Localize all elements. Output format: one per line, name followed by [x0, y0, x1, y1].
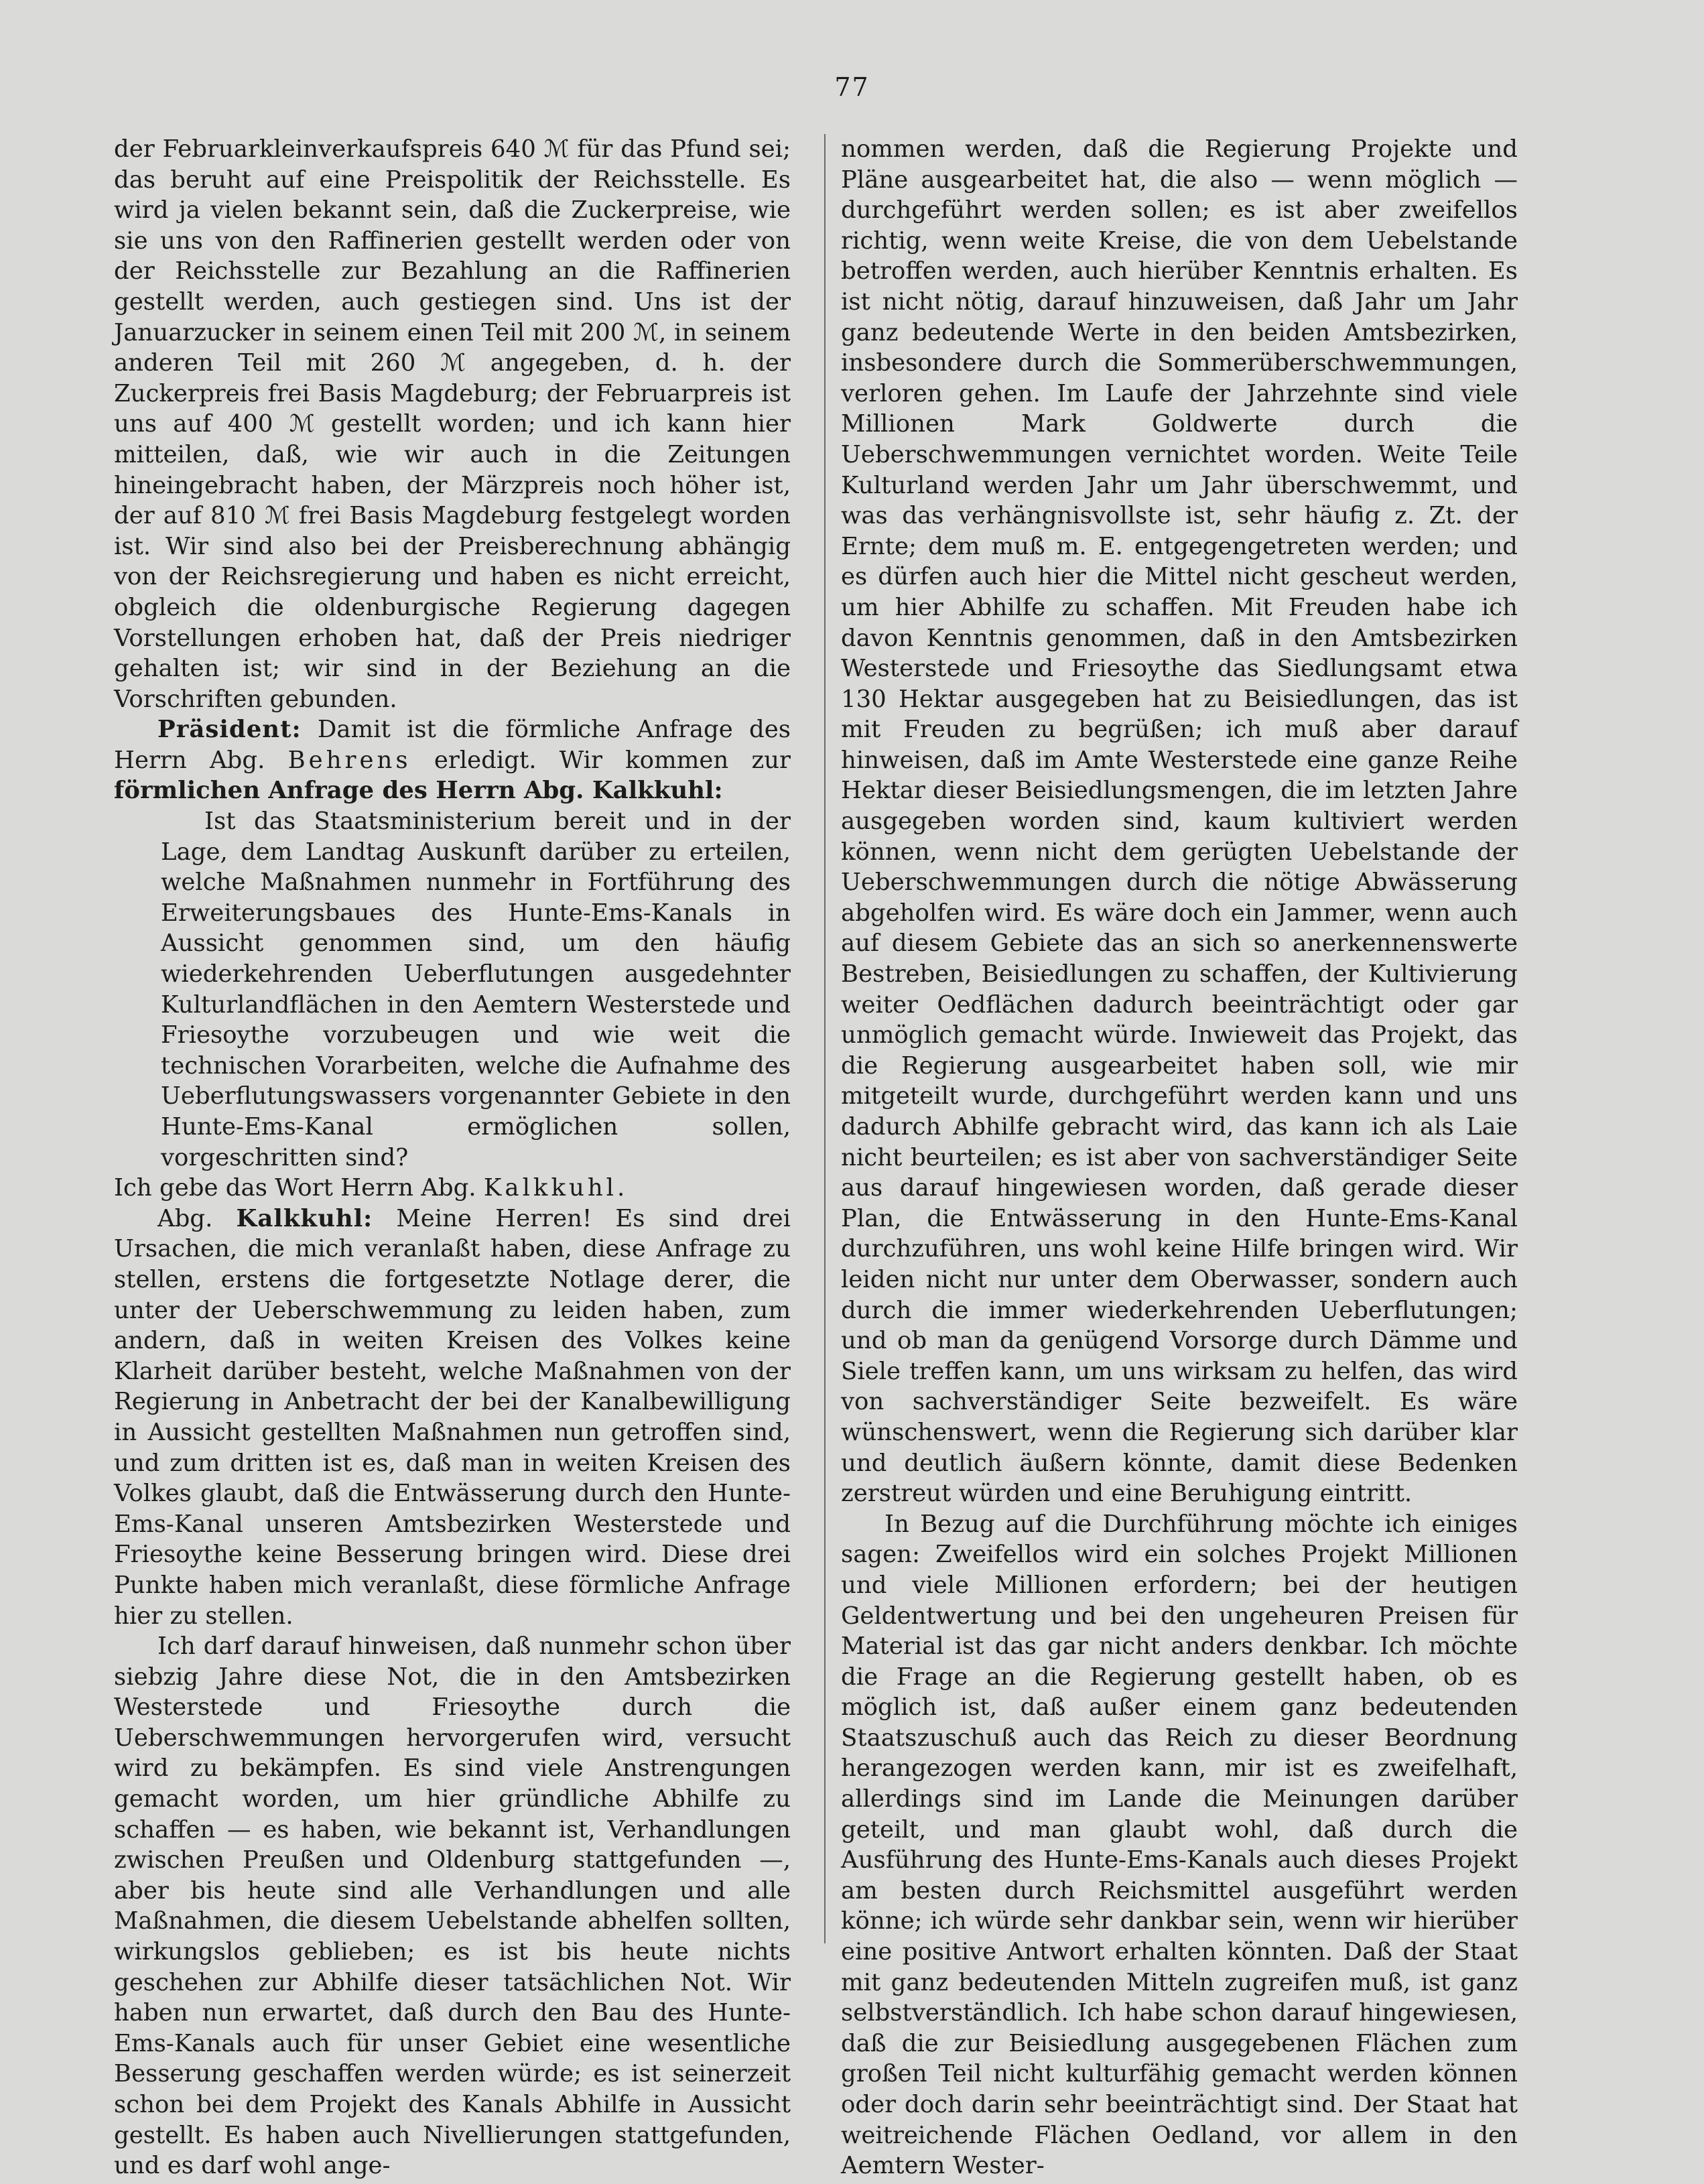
paragraph-kalkkuhl-speech — [114, 1204, 791, 1631]
paragraph-projects-plans: nommen werden, daß die Regierung Projekte und Pläne ausgearbeitet hat, die also — wenn möglich — durchgeführt werden sollen; es ist aber zweifellos richtig, wenn weite Kreise, die von dem Uebelstande betroffen werden, auch hierüber Kenntnis erhalten. Es ist nicht nötig, darauf hinzuweisen, daß Jahr um Jahr ganz bedeutende Werte in den beiden Amtsbezirken, insbesondere durch die Sommerüberschwemmungen, verloren gehen. Im Laufe der Jahrzehnte sind viele Millionen Mark Goldwerte durch die Ueberschwemmungen vernichtet worden. Weite Teile Kulturland werden Jahr um Jahr überschwemmt, und was das verhängnisvollste ist, sehr häufig z. Zt. der Ernte; dem muß m. E. entgegengetreten werden; und es dürfen auch hier die Mittel nicht gescheut werden, um hier Abhilfe zu schaffen. Mit Freuden habe ich davon Kenntnis genommen, daß in den Amtsbezirken Westerstede und Friesoythe das Siedlungsamt etwa 130 Hektar ausgegeben hat zu Beisiedlungen, das ist mit Freuden zu begrüßen; ich muß aber darauf hinweisen, daß im Amte Westerstede eine ganze Reihe Hektar dieser Beisiedlungsmengen, die im letzten Jahre ausgegeben worden sind, kaum kultiviert werden können, wenn nicht dem gerügten Uebelstande der Ueberschwemmungen durch die nötige Abwässerung abgeholfen wird. Es wäre doch ein Jammer, wenn auch auf diesem Gebiete das an sich so anerkennenswerte Bestreben, Beisiedlungen zu schaffen, der Kultivierung weiter Oedflächen dadurch beeinträchtigt oder gar unmöglich gemacht würde. Inwieweit das Projekt, das die Regierung ausgearbeitet haben soll, wie mir mitgeteilt wurde, durchgeführt werden kann und uns dadurch Abhilfe gebracht wird, das kann ich als Laie nicht beurteilen; es ist aber von sachverständiger Seite aus darauf hingewiesen worden, daß gerade dieser Plan, die Entwässerung in den Hunte-Ems-Kanal durchzuführen, uns wohl keine Hilfe bringen wird. Wir leiden nicht nur unter dem Oberwasser, sondern auch durch die immer wiederkehrenden Ueberflutungen; und ob man da genügend Vorsorge durch Dämme und Siele treffen kann, um uns wirksam zu helfen, das wird von sachverständiger Seite bezweifelt. Es wäre wünschenswert, wenn die Regierung sich darüber klar und deutlich äußern könnte, damit diese Bedenken zerstreut würden und eine Beruhigung eintritt. — [841, 135, 1518, 1508]
kalkkuhl-speech-text: Meine Herren! Es sind drei Ursachen, die mich veranlaßt haben, diese Anfrage zu stellen, erstens die fortgesetzte Notlage derer, die unter der Ueberschwemmung zu leiden haben, zum andern, daß in weiten Kreisen des Volkes keine Klarheit darüber besteht, welche Maßnahmen von der Regierung in Anbetracht der bei der Kanalbewilligung in Aussicht gestellten Maßnahmen nun getroffen sind, und zum dritten ist es, daß man in weiten Kreisen des Volkes glaubt, daß die Entwässerung durch den Hunte-Ems-Kanal unseren Amtsbezirken Westerstede und Friesoythe keine Besserung bringen wird. Diese drei Punkte haben mich veranlaßt, diese förmliche Anfrage hier zu stellen. — [114, 1204, 791, 1630]
left-column — [114, 134, 791, 2181]
paragraph-floor-given — [114, 1173, 791, 1204]
paragraph-president — [114, 714, 791, 806]
paragraph-seventy-years: Ich darf darauf hinweisen, daß nunmehr schon über siebzig Jahre diese Not, die in den Amtsbezirken Westerstede und Friesoythe durch die Ueberschwemmungen hervorgerufen wird, versucht wird zu bekämpfen. Es sind viele Anstrengungen gemacht worden, um hier gründliche Abhilfe zu schaffen — es haben, wie bekannt ist, Verhandlungen zwischen Preußen und Oldenburg stattgefunden —, aber bis heute sind alle Verhandlungen und alle Maßnahmen, die diesem Uebelstande abhelfen sollten, wirkungslos geblieben; es ist bis heute nichts geschehen zur Abhilfe dieser tatsächlichen Not. Wir haben nun erwartet, daß durch den Bau des Hunte-Ems-Kanals auch für unser Gebiet eine wesentliche Besserung geschaffen werden würde; es ist seinerzeit schon bei dem Projekt des Kanals Abhilfe in Aussicht gestellt. Es haben auch Nivellierungen stattgefunden, und es darf wohl ange- — [114, 1632, 791, 2180]
speaker-president: Präsident: — [157, 716, 302, 744]
inquiry-quote: Ist das Staatsministerium bereit und in der Lage, dem Landtag Auskunft darüber zu erteilen, welche Maßnahmen nunmehr in Fortführung des Erweiterungsbaues des Hunte-Ems-Kanals in Aussicht genommen sind, um den häufig wiederkehrenden Ueberflutungen ausgedehnter Kulturlandflächen in den Aemtern Westerstede und Friesoythe vorzubeugen und wie weit die technischen Vorarbeiten, welche die Aufnahme des Ueberflutungswassers vorgenannter Gebiete in den Hunte-Ems-Kanal ermöglichen sollen, vorgeschritten sind? — [161, 808, 791, 1171]
speaker-kalkkuhl: Kalkkuhl: — [236, 1204, 373, 1232]
right-column — [841, 134, 1518, 2181]
name-behrens: Behrens — [287, 746, 411, 774]
column-divider — [824, 134, 826, 1943]
formal-inquiry-heading: förmlichen Anfrage des Herrn Abg. Kalkkuhl: — [114, 777, 723, 805]
paragraph-sugar-prices: der Februarkleinverkaufspreis 640 ℳ für das Pfund sei; das beruht auf eine Preispolitik der Reichsstelle. Es wird ja vielen bekannt sein, daß die Zuckerpreise, wie sie uns von den Raffinerien gestellt werden oder von der Reichsstelle zur Bezahlung an die Raffinerien gestellt werden, auch gestiegen sind. Uns ist der Januarzucker in seinem einen Teil mit 200 ℳ, in seinem anderen Teil mit 260 ℳ angegeben, d. h. der Zuckerpreis frei Basis Magdeburg; der Februarpreis ist uns auf 400 ℳ gestellt worden; und ich kann hier mitteilen, daß, wie wir auch in die Zeitungen hineingebracht haben, der Märzpreis noch höher ist, der auf 810 ℳ frei Basis Magdeburg festgelegt worden ist. Wir sind also bei der Preisberechnung abhängig von der Reichsregierung und haben es nicht erreicht, obgleich die oldenburgische Regierung dagegen Vorstellungen erhoben hat, daß der Preis niedriger gehalten ist; wir sind in der Beziehung an die Vorschriften gebunden. — [114, 135, 791, 713]
president-text-b: erledigt. Wir kommen zur — [411, 746, 791, 774]
name-kalkkuhl: Kalkkuhl. — [483, 1174, 629, 1202]
president-text-a: Damit ist die förmliche Anfrage des Herrn Abg. — [114, 716, 791, 774]
abg-prefix: Abg. — [157, 1204, 237, 1232]
paragraph-implementation: In Bezug auf die Durchführung möchte ich einiges sagen: Zweifellos wird ein solches Projekt Millionen und viele Millionen erfordern; bei der heutigen Geldentwertung und bei den ungeheuren Preisen für Material ist das gar nicht anders denkbar. Ich möchte die Frage an die Regierung gestellt haben, ob es möglich ist, daß außer einem ganz bedeutenden Staatszuschuß auch das Reich zu dieser Beordnung herangezogen werden kann, mir ist es zweifelhaft, allerdings sind im Lande die Meinungen darüber geteilt, und man glaubt wohl, daß durch die Ausführung des Hunte-Ems-Kanals auch dieses Projekt am besten durch Reichsmittel ausgeführt werden könne; ich würde sehr dankbar sein, wenn wir hierüber eine positive Antwort erhalten könnten. Daß der Staat mit ganz bedeutenden Mitteln zugreifen muß, ist ganz selbstverständlich. Ich habe schon darauf hingewiesen, daß die zur Beisiedlung ausgegebenen Flächen zum großen Teil nicht kulturfähig gemacht werden können oder doch darin sehr beeinträchtigt sind. Der Staat hat weitreichende Flächen Oedland, vor allem in den Aemtern Wester- — [841, 1510, 1518, 2180]
page-number: 77 — [834, 72, 870, 102]
floor-given-text: Ich gebe das Wort Herrn Abg. — [114, 1174, 484, 1202]
